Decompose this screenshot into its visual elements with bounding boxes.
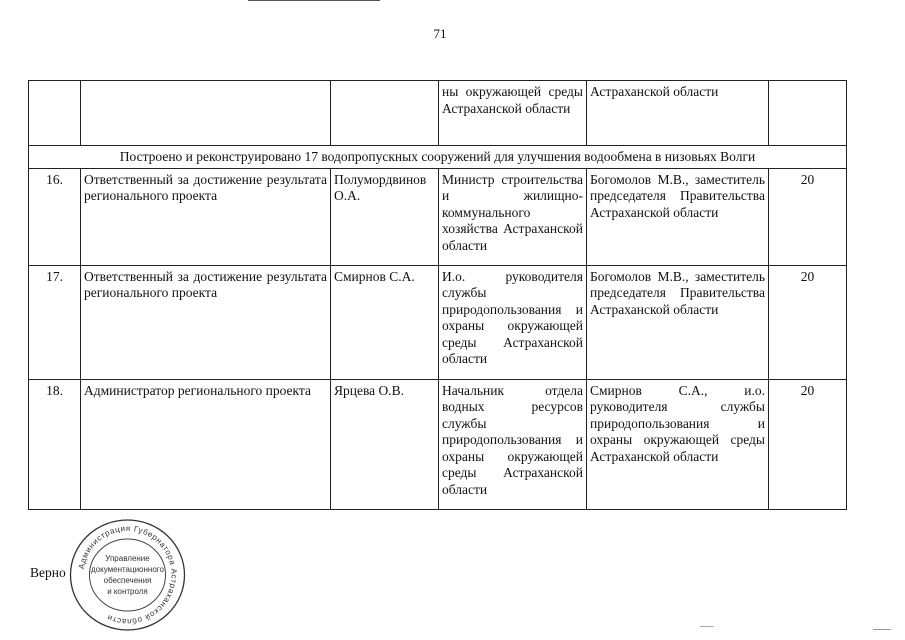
scan-mark (700, 626, 714, 627)
table-row (29, 379, 847, 509)
cell-person: Смирнов С.А. (331, 265, 439, 379)
stamp-line: и контроля (107, 587, 148, 596)
section-title: Построено и реконструировано 17 водопропускных сооружений для улучшения водообмена в низовьях Волги (29, 146, 847, 169)
stamp-line: документационного (91, 565, 164, 574)
cell-num: 17. (29, 265, 81, 379)
stamp-ring-text: Администрация Губернатора Астраханской области (76, 523, 179, 627)
cell-supervisor: Богомолов М.В., заместитель председателя Правительства Астраханской области (587, 265, 769, 379)
corner-mark (873, 629, 891, 630)
top-rule (248, 0, 380, 1)
cell-share: 20 (769, 379, 847, 509)
table-row-continued (29, 81, 847, 146)
cell-position: ны окружающей среды Астраханской области (439, 81, 587, 146)
cell-role: Ответственный за достижение результата регионального проекта (81, 265, 331, 379)
document-table (28, 80, 847, 510)
cell-role: Ответственный за достижение результата регионального проекта (81, 168, 331, 265)
cell-share: 20 (769, 168, 847, 265)
cell-supervisor: Богомолов М.В., заместитель председателя Правительства Астраханской области (587, 168, 769, 265)
cell-supervisor: Смирнов С.А., и.о. руководителя службы природопользования и охраны окружающей среды Астраханской области (587, 379, 769, 509)
section-title-row (29, 146, 847, 169)
cell-share (769, 81, 847, 146)
verno-label: Верно (30, 565, 66, 580)
cell-num: 18. (29, 379, 81, 509)
cell-num: 16. (29, 168, 81, 265)
cell-person (331, 81, 439, 146)
cell-position: Министр строительства и жилищно-коммунального хозяйства Астраханской области (439, 168, 587, 265)
cell-position: И.о. руководителя службы природопользования и охраны окружающей среды Астраханской области (439, 265, 587, 379)
official-stamp (65, 515, 190, 635)
cell-person: Полумордвинов О.А. (331, 168, 439, 265)
page-number: 71 (433, 26, 447, 41)
cell-role: Администратор регионального проекта (81, 379, 331, 509)
cell-supervisor: Астраханской области (587, 81, 769, 146)
table-row (29, 265, 847, 379)
stamp-line: Управление (105, 554, 150, 563)
cell-person: Ярцева О.В. (331, 379, 439, 509)
cell-share: 20 (769, 265, 847, 379)
cell-num (29, 81, 81, 146)
cell-role (81, 81, 331, 146)
table-row (29, 168, 847, 265)
stamp-line: обеспечения (103, 576, 152, 585)
cell-position: Начальник отдела водных ресурсов службы природопользования и охраны окружающей среды Астраханской области (439, 379, 587, 509)
